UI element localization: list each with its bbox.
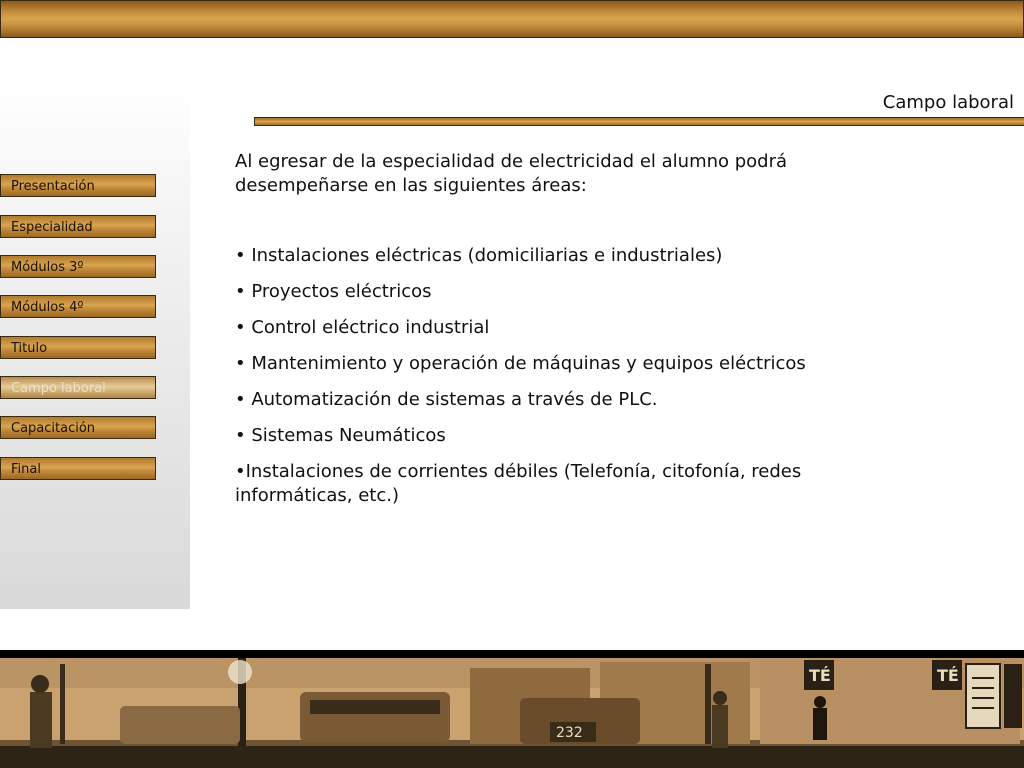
street-scene-image [0,658,1024,768]
list-item: • Automatización de sistemas a través de PLC. [235,389,658,410]
nav-button-especialidad[interactable]: Especialidad [0,215,156,238]
list-item: • Instalaciones eléctricas (domiciliarias e industriales) [235,245,723,266]
nav-button-titulo[interactable]: Titulo [0,336,156,359]
main-content [235,150,885,520]
nav-button-campo-laboral[interactable]: Campo laboral [0,376,156,399]
footer-photo [0,658,1024,768]
footer-separator [0,650,1024,658]
list-item: • Proyectos eléctricos [235,281,432,302]
list-item: • Sistemas Neumáticos [235,425,446,446]
sign-text: TÉ [937,666,959,685]
page-title: Campo laboral [882,92,1014,113]
title-rule [254,117,1024,126]
nav-button-modulos-4[interactable]: Módulos 4º [0,295,156,318]
list-item: • Control eléctrico industrial [235,317,490,338]
list-item: • Mantenimiento y operación de máquinas y equipos eléctricos [235,353,806,374]
top-banner [0,0,1024,38]
nav-button-presentacion[interactable]: Presentación [0,174,156,197]
plate-text: 232 [556,725,583,741]
intro-paragraph: Al egresar de la especialidad de electricidad el alumno podrá desempeñarse en las siguientes áreas: [235,151,788,196]
nav-button-modulos-3[interactable]: Módulos 3º [0,255,156,278]
nav-button-final[interactable]: Final [0,457,156,480]
nav-button-capacitacion[interactable]: Capacitación [0,416,156,439]
sign-text: TÉ [809,666,831,685]
list-item: •Instalaciones de corrientes débiles (Telefonía, citofonía, redes informáticas, etc.) [235,461,802,506]
